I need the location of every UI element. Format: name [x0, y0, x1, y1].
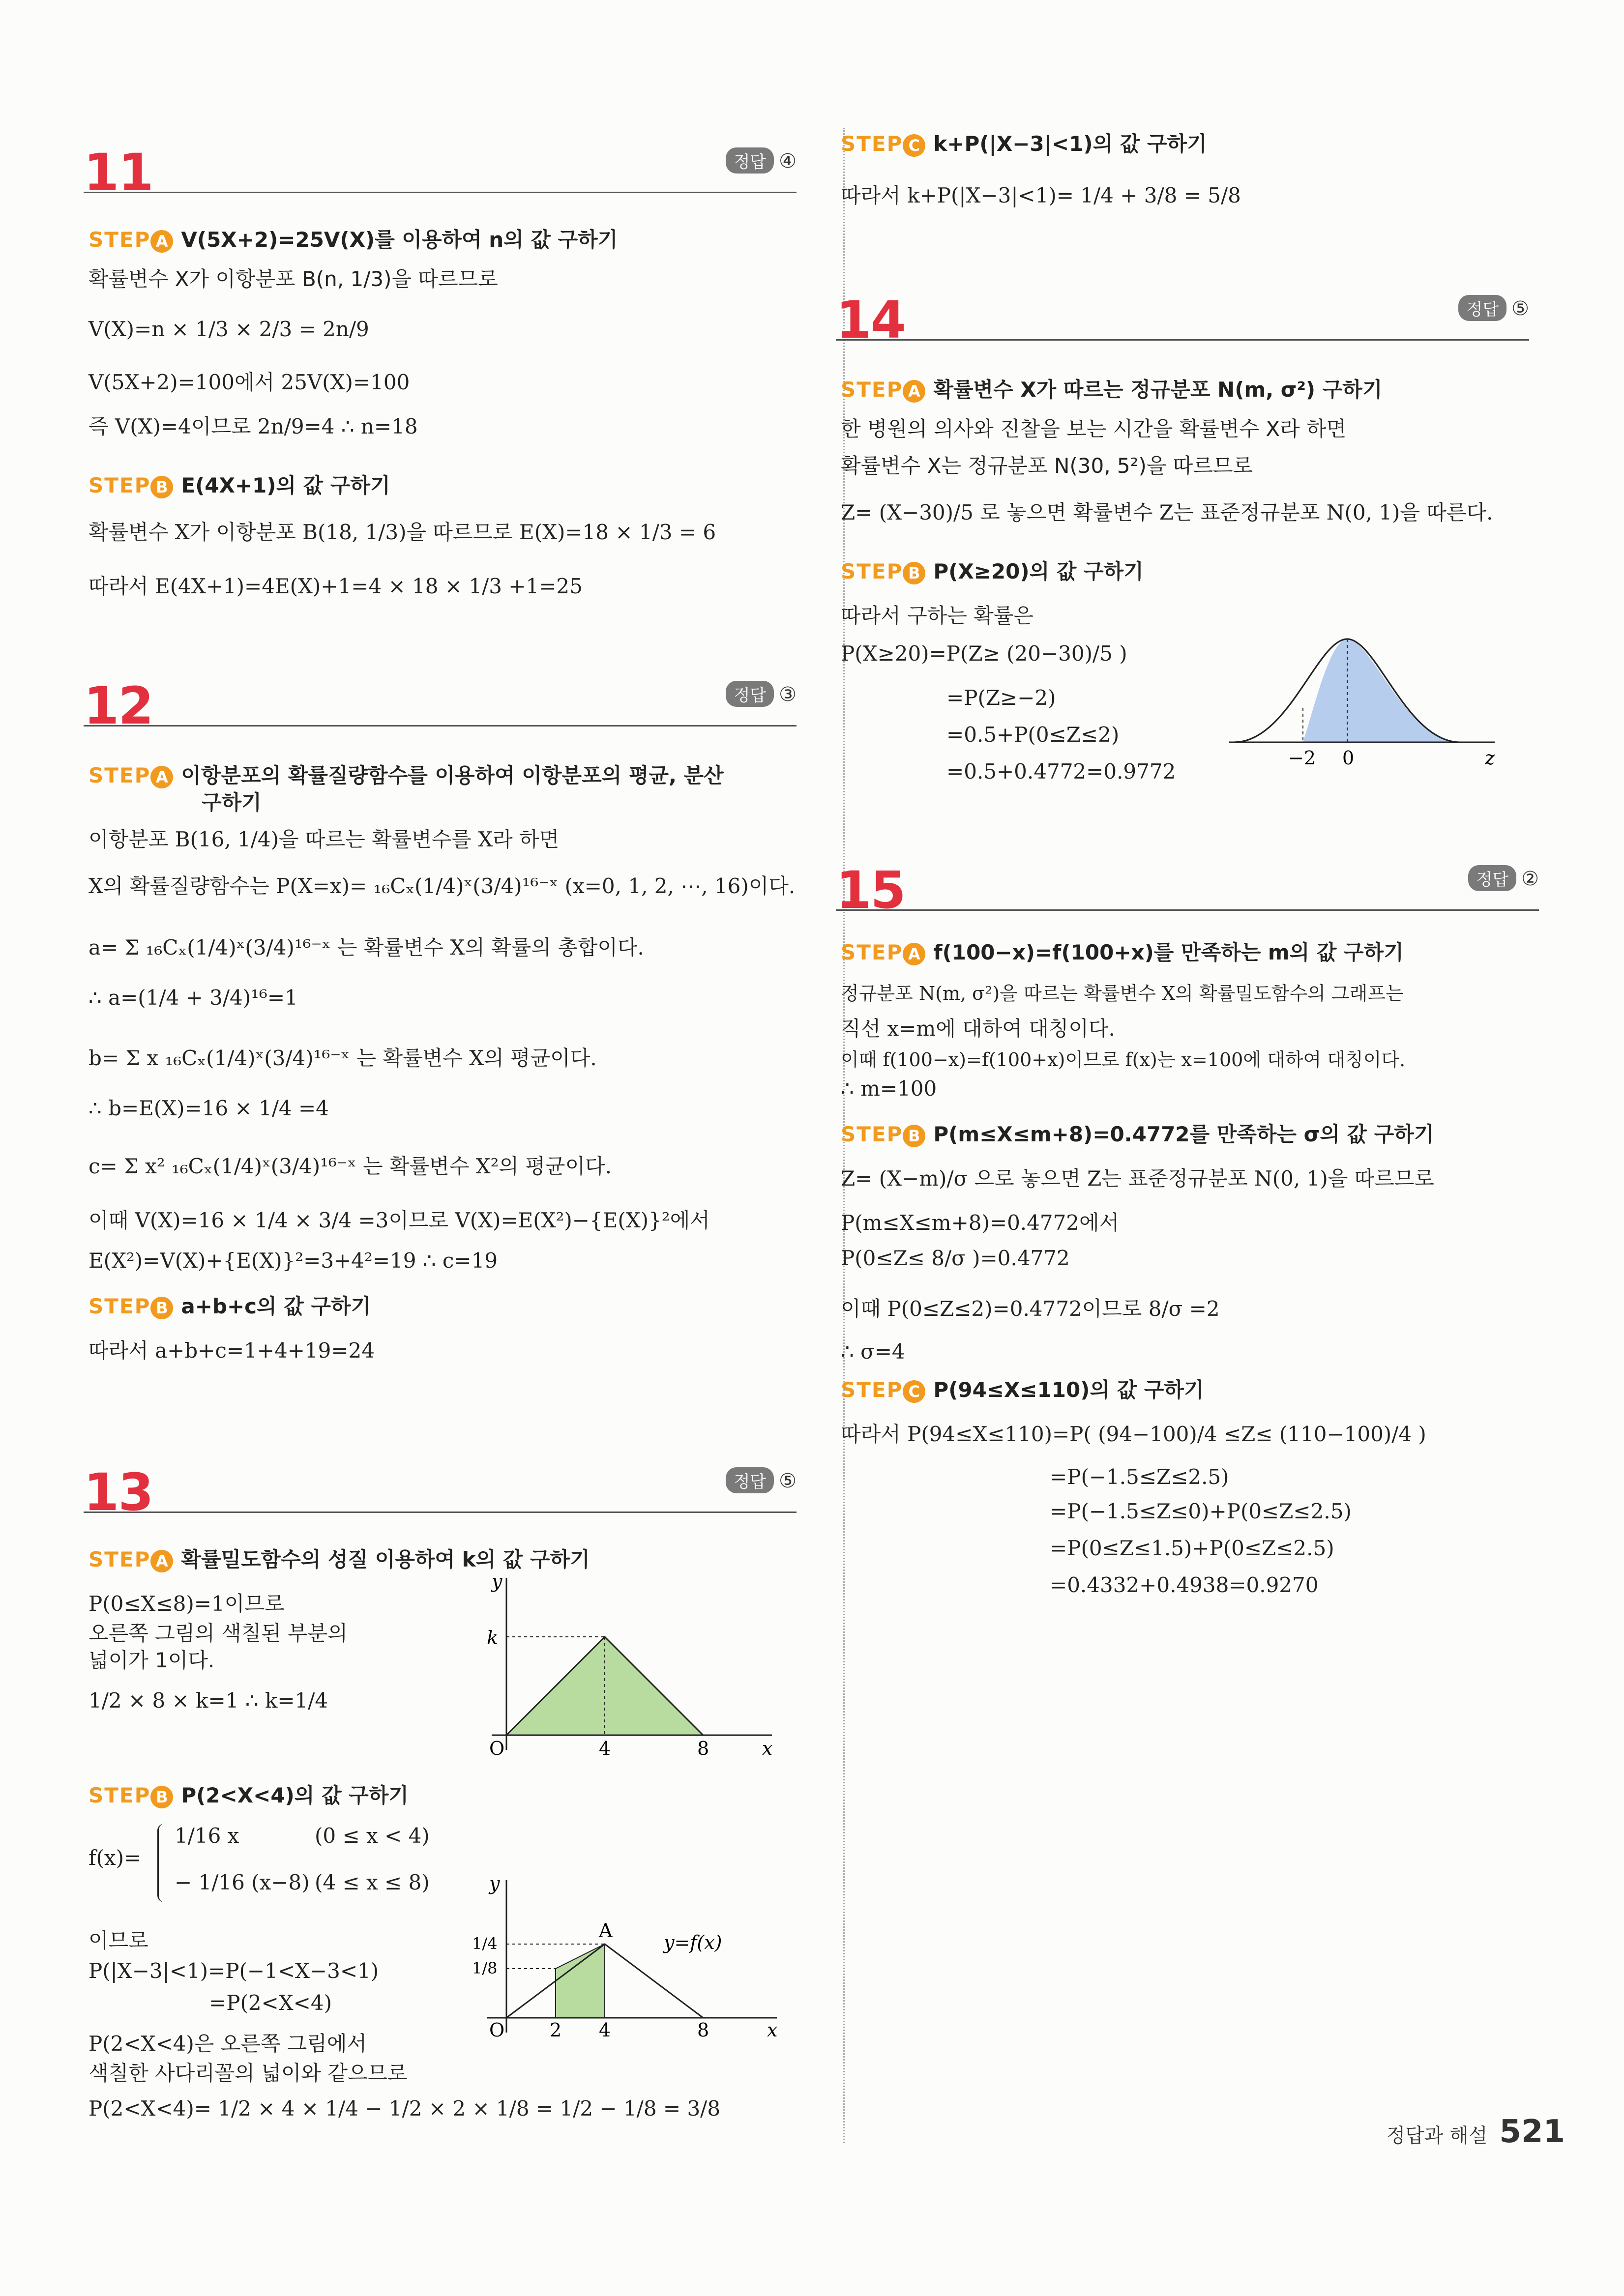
line: =0.4332+0.4938=0.9270 — [1050, 1573, 1319, 1597]
step-a-circle: A — [150, 766, 173, 788]
step-a-circle: A — [903, 943, 925, 965]
line: 이항분포 B(16, 1/4)을 따르는 확률변수를 X라 하면 — [89, 827, 560, 851]
answer-tag: 정답 — [1458, 295, 1506, 321]
step-a: STEP A V(5X+2)=25V(X)를 이용하여 n의 값 구하기 — [89, 228, 618, 252]
line: 한 병원의 의사와 진찰을 보는 시간을 확률변수 X라 하면 — [841, 417, 1347, 441]
line: ∴ b=E(X)=16 × 1/4 =4 — [89, 1096, 329, 1120]
step-a: STEP A f(100−x)=f(100+x)를 만족하는 m의 값 구하기 — [841, 940, 1404, 964]
answer-badge — [1458, 295, 1529, 321]
line: =0.5+P(0≤Z≤2) — [946, 723, 1120, 747]
problem-rule — [836, 909, 1539, 911]
line: =P(2<X<4) — [209, 1991, 332, 2015]
tick-8: 8 — [697, 2019, 709, 2037]
eighth-label: 1/8 — [472, 1959, 498, 1977]
step-a-circle: A — [150, 230, 173, 253]
step-b-circle: B — [903, 562, 925, 584]
problem-11 — [84, 143, 797, 634]
line: =0.5+0.4772=0.9772 — [946, 759, 1176, 784]
answer-tag: 정답 — [726, 147, 774, 174]
shaded-region — [1303, 639, 1460, 742]
problem-13-step-c — [836, 128, 1539, 236]
line: c= Σ x² ₁₆Cₓ(1/4)ˣ(3/4)¹⁶⁻ˣ 는 확률변수 X²의 평균이다. — [89, 1154, 612, 1178]
line: Z= (X−30)/5 로 놓으면 확률변수 Z는 표준정규분포 N(0, 1)을 따른다. — [841, 500, 1493, 524]
step-c-circle: C — [903, 1380, 925, 1403]
line: ∴ m=100 — [841, 1076, 937, 1101]
tick-4: 4 — [599, 1738, 611, 1755]
point-a-label: A — [599, 1919, 613, 1941]
problem-rule — [84, 725, 797, 727]
line: 따라서 구하는 확률은 — [841, 604, 1033, 628]
problem-number: 14 — [836, 290, 905, 350]
line: V(5X+2)=100에서 25V(X)=100 — [89, 370, 410, 394]
line: P(|X−3|<1)=P(−1<X−3<1) — [89, 1959, 379, 1983]
quarter-label: 1/4 — [472, 1934, 498, 1953]
line: =P(−1.5≤Z≤0)+P(0≤Z≤2.5) — [1050, 1499, 1352, 1523]
step-a-circle: A — [903, 380, 925, 403]
line: P(m≤X≤m+8)=0.4772에서 — [841, 1211, 1120, 1235]
line: P(2<X<4)= 1/2 × 4 × 1/4 − 1/2 × 2 × 1/8 = 1/2 − 1/8 = 3/8 — [89, 2096, 721, 2121]
origin-label: O — [489, 2019, 505, 2037]
trapezoid-density-graph — [472, 1875, 792, 2037]
footer-label: 정답과 해설 — [1386, 2124, 1488, 2147]
normal-curve-graph — [1229, 619, 1505, 782]
page-footer — [1386, 2114, 1565, 2150]
line: 넓이가 1이다. — [89, 1648, 215, 1672]
line: 색칠한 사다리꼴의 넓이와 같으므로 — [89, 2061, 408, 2085]
answer-tag: 정답 — [726, 681, 774, 707]
origin-label: O — [489, 1738, 505, 1755]
line: 따라서 k+P(|X−3|<1)= 1/4 + 3/8 = 5/8 — [841, 183, 1241, 207]
answer-value: ⑤ — [779, 1470, 797, 1492]
line: V(X)=n × 1/3 × 2/3 = 2n/9 — [89, 317, 369, 341]
piece-2-cond: (4 ≤ x ≤ 8) — [315, 1870, 430, 1894]
step-a: STEP A 이항분포의 확률질량함수를 이용하여 이항분포의 평균, 분산 — [89, 763, 724, 787]
x-label: x — [762, 1738, 773, 1755]
line: 확률변수 X가 이항분포 B(18, 1/3)을 따르므로 E(X)=18 × 1/3 = 6 — [89, 520, 716, 544]
answer-value: ③ — [779, 683, 797, 706]
line: 정규분포 N(m, σ²)을 따르는 확률변수 X의 확률밀도함수의 그래프는 — [841, 983, 1404, 1004]
problem-14 — [836, 290, 1529, 831]
step-b-circle: B — [150, 476, 173, 498]
line: b= Σ x ₁₆Cₓ(1/4)ˣ(3/4)¹⁶⁻ˣ 는 확률변수 X의 평균이다. — [89, 1046, 597, 1070]
step-b: STEP B P(2<X<4)의 값 구하기 — [89, 1783, 409, 1807]
function-label: y=f(x) — [664, 1932, 722, 1953]
answer-badge — [726, 681, 797, 707]
line: 확률변수 X는 정규분포 N(30, 5²)을 따르므로 — [841, 454, 1253, 478]
line: P(X≥20)=P(Z≥ (20−30)/5 ) — [841, 641, 1127, 666]
problem-number: 12 — [84, 676, 153, 736]
answer-badge — [726, 147, 797, 174]
line: =P(0≤Z≤1.5)+P(0≤Z≤2.5) — [1050, 1536, 1334, 1560]
problem-rule — [84, 192, 797, 193]
line: 오른쪽 그림의 색칠된 부분의 — [89, 1621, 348, 1645]
piece-2: − 1/16 (x−8) — [175, 1870, 310, 1894]
y-label: y — [489, 1875, 500, 1894]
step-b-circle: B — [903, 1125, 925, 1147]
x-label: x — [767, 2019, 778, 2037]
step-b: STEP B E(4X+1)의 값 구하기 — [89, 473, 390, 497]
problem-15 — [836, 860, 1539, 1696]
answer-badge — [726, 1467, 797, 1493]
step-b-circle: B — [150, 1297, 173, 1319]
page-number: 521 — [1499, 2114, 1565, 2150]
line: 이때 f(100−x)=f(100+x)이므로 f(x)는 x=100에 대하여 대칭이다. — [841, 1049, 1406, 1071]
answer-value: ② — [1521, 868, 1539, 890]
line: 직선 x=m에 대하여 대칭이다. — [841, 1017, 1115, 1041]
problem-number: 15 — [836, 860, 905, 920]
problem-number: 11 — [84, 143, 153, 203]
answer-value: ④ — [779, 150, 797, 173]
y-label: y — [492, 1573, 502, 1592]
line: =P(Z≥−2) — [946, 686, 1056, 710]
tick-8: 8 — [697, 1738, 709, 1755]
tick-minus-2: −2 — [1288, 747, 1316, 769]
piece-1: 1/16 x — [175, 1824, 239, 1848]
step-a-circle: A — [150, 1550, 173, 1572]
line: 따라서 E(4X+1)=4E(X)+1=4 × 18 × 1/3 +1=25 — [89, 574, 583, 598]
tick-0: 0 — [1342, 747, 1355, 769]
answer-value: ⑤ — [1511, 297, 1529, 320]
tick-2: 2 — [550, 2019, 562, 2037]
piece-1-cond: (0 ≤ x < 4) — [315, 1824, 430, 1848]
piecewise-lhs: f(x)= — [89, 1846, 142, 1870]
line: ∴ σ=4 — [841, 1339, 905, 1364]
line: X의 확률질량함수는 P(X=x)= ₁₆Cₓ(1/4)ˣ(3/4)¹⁶⁻ˣ (x=0, 1, 2, ⋯, 16)이다. — [89, 874, 796, 898]
line: E(X²)=V(X)+{E(X)}²=3+4²=19 ∴ c=19 — [89, 1249, 498, 1273]
line: =P(−1.5≤Z≤2.5) — [1050, 1465, 1229, 1489]
problem-rule — [84, 1511, 797, 1513]
line: 확률변수 X가 이항분포 B(n, 1/3)을 따르므로 — [89, 267, 498, 291]
step-b: STEP B P(m≤X≤m+8)=0.4772를 만족하는 σ의 값 구하기 — [841, 1122, 1434, 1146]
problem-12 — [84, 676, 797, 1413]
problem-number: 13 — [84, 1462, 153, 1522]
line: P(0≤X≤8)=1이므로 — [89, 1592, 285, 1616]
step-a: STEP A 확률밀도함수의 성질 이용하여 k의 값 구하기 — [89, 1547, 590, 1571]
line: P(2<X<4)은 오른쪽 그림에서 — [89, 2032, 367, 2056]
line: 즉 V(X)=4이므로 2n/9=4 ∴ n=18 — [89, 414, 418, 438]
z-label: z — [1485, 747, 1495, 769]
piecewise-brace — [157, 1824, 169, 1902]
shaded-trapezoid — [556, 1944, 605, 2018]
answer-tag: 정답 — [726, 1467, 774, 1493]
line: ∴ a=(1/4 + 3/4)¹⁶=1 — [89, 986, 298, 1010]
step-b-circle: B — [150, 1786, 173, 1808]
step-b: STEP B a+b+c의 값 구하기 — [89, 1294, 371, 1318]
step-a: STEP A 확률변수 X가 따르는 정규분포 N(m, σ²) 구하기 — [841, 378, 1383, 402]
step-b: STEP B P(X≥20)의 값 구하기 — [841, 559, 1144, 583]
step-a-cont: 구하기 — [202, 790, 262, 814]
line: 이때 P(0≤Z≤2)=0.4772이므로 8/σ =2 — [841, 1297, 1220, 1321]
step-c: STEP C P(94≤X≤110)의 값 구하기 — [841, 1378, 1204, 1402]
answer-badge — [1468, 865, 1539, 891]
line: 이때 V(X)=16 × 1/4 × 3/4 =3이므로 V(X)=E(X²)−{E(X)}²에서 — [89, 1208, 710, 1232]
line: P(0≤Z≤ 8/σ )=0.4772 — [841, 1246, 1070, 1270]
line: 이므로 — [89, 1928, 148, 1952]
answer-tag: 정답 — [1468, 865, 1516, 891]
line: Z= (X−m)/σ 으로 놓으면 Z는 표준정규분포 N(0, 1)을 따르므로 — [841, 1166, 1434, 1191]
problem-rule — [836, 339, 1529, 341]
line: 따라서 a+b+c=1+4+19=24 — [89, 1338, 375, 1363]
triangle-density-graph — [477, 1573, 782, 1755]
tick-4: 4 — [599, 2019, 611, 2037]
line: a= Σ ₁₆Cₓ(1/4)ˣ(3/4)¹⁶⁻ˣ 는 확률변수 X의 확률의 총합이다. — [89, 935, 644, 959]
line: 따라서 P(94≤X≤110)=P( (94−100)/4 ≤Z≤ (110−100)/4 ) — [841, 1422, 1426, 1446]
k-label: k — [487, 1627, 499, 1649]
step-c-circle: C — [903, 134, 925, 157]
problem-13 — [84, 1462, 797, 2151]
step-c: STEP C k+P(|X−3|<1)의 값 구하기 — [841, 132, 1207, 156]
line: 1/2 × 8 × k=1 ∴ k=1/4 — [89, 1688, 328, 1713]
